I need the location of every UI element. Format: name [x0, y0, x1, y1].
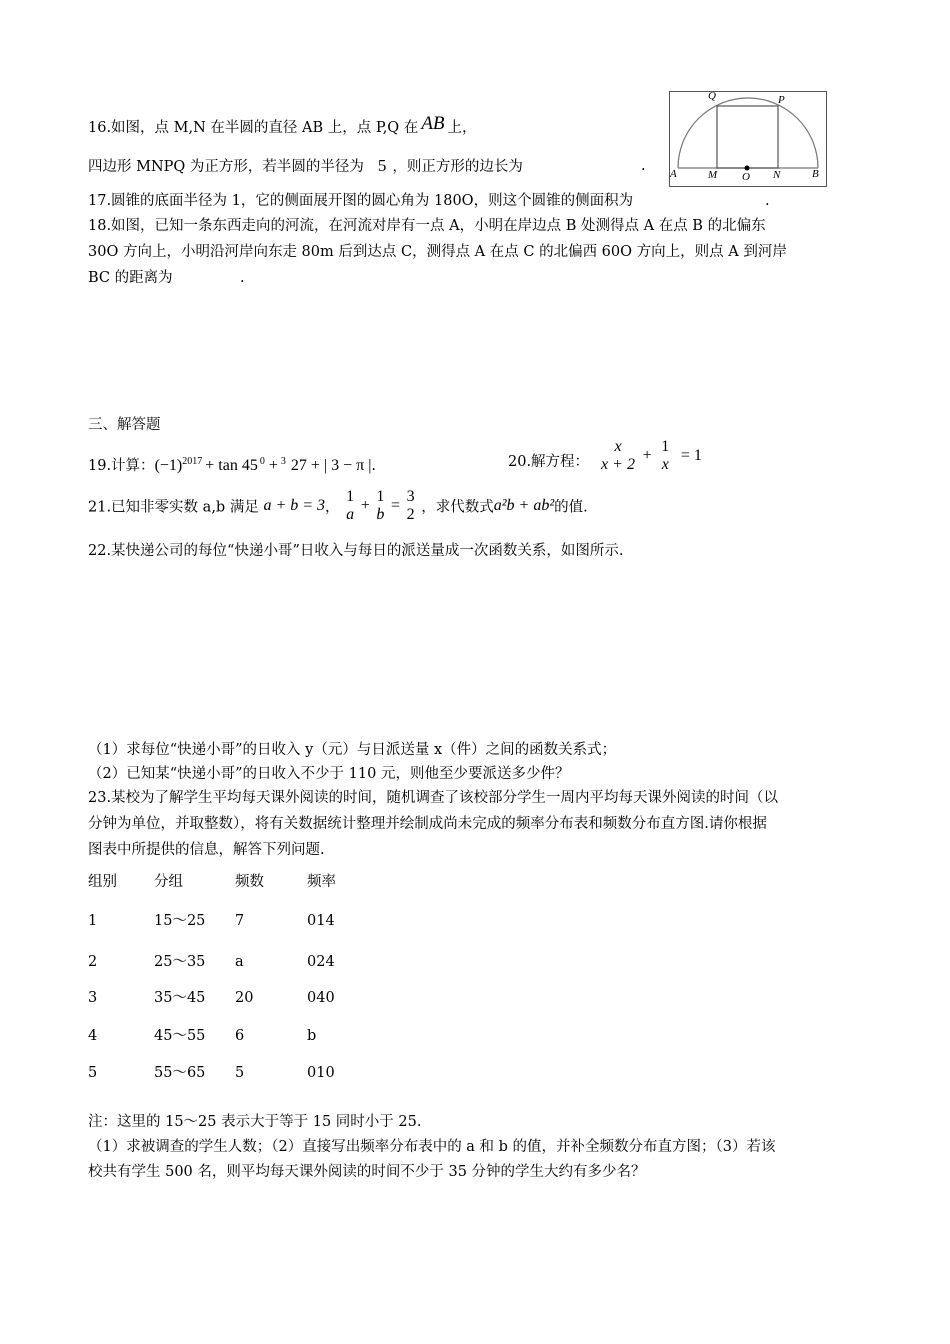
- table-cell: 5: [88, 1065, 98, 1081]
- q16-end: .: [641, 158, 646, 174]
- q19-root-index: 3: [280, 456, 286, 467]
- q19: [88, 452, 376, 476]
- q17-text: 17.圆锥的底面半径为 1，它的侧面展开图的圆心角为 180O，则这个圆锥的侧面积为: [88, 193, 634, 209]
- q23-line2: 分钟为单位，并取整数），将有关数据统计整理并绘制成尚未完成的频率分布表和频数分布直方图.请你根据: [88, 816, 767, 832]
- table-header: 分组: [154, 874, 183, 890]
- q16-line2: [88, 156, 523, 177]
- q21-equals: =: [391, 497, 401, 514]
- q21-frac2: [374, 488, 386, 524]
- label-o: O: [742, 171, 750, 183]
- q23-note: 注：这里的 15～25 表示大于等于 15 同时小于 25.: [88, 1114, 422, 1130]
- table-cell: 3: [88, 990, 98, 1006]
- table-cell: 45～55: [154, 1028, 206, 1044]
- section-heading: 三、解答题: [88, 417, 161, 433]
- q20-label: 20.解方程：: [508, 454, 590, 470]
- table-header: 频率: [307, 874, 336, 890]
- q16-text-a: 16.如图，点 M,N 在半圆的直径 AB 上，点 P,Q 在: [88, 120, 419, 136]
- table-cell: 5: [235, 1065, 245, 1081]
- q21-frac3-num: 3: [406, 488, 415, 505]
- q20-equation: [600, 438, 702, 474]
- label-b: B: [812, 168, 819, 180]
- table-cell: 2: [88, 954, 98, 970]
- q21: [88, 488, 588, 524]
- q21-end: 的值.: [554, 499, 588, 516]
- q20-frac1-num: x: [614, 438, 622, 455]
- q18-line3: BC 的距离为: [88, 270, 173, 286]
- q16-text-b: 上，: [447, 120, 477, 136]
- q18-end: .: [240, 270, 245, 286]
- label-a: A: [670, 168, 677, 180]
- semicircle-figure: [669, 91, 827, 187]
- square-mnpq: [717, 106, 778, 168]
- q19-exponent: 2017: [182, 456, 203, 467]
- label-p: P: [778, 94, 785, 106]
- q17: [88, 191, 633, 211]
- q19-label: 19.计算：: [88, 457, 155, 474]
- q22-sub1: （1）求每位“快递小哥”的日收入 y（元）与日派送量 x（件）之间的函数关系式；: [88, 742, 617, 758]
- q21-expression: a²b + ab²: [493, 497, 555, 514]
- q21-frac3: [405, 488, 417, 524]
- q20-frac1-den: x + 2: [601, 456, 635, 473]
- q19-tan: + tan 45: [205, 456, 258, 474]
- q21-frac1-num: 1: [346, 488, 355, 505]
- q16-text-c: 四边形 MNPQ 为正方形，若半圆的半径为: [88, 159, 364, 175]
- q21-plus: +: [360, 497, 370, 514]
- q22-sub2: （2）已知某“快递小哥”的日收入不少于 110 元，则他至少要派送多少件？: [88, 766, 570, 782]
- q18-line2: 30O 方向上，小明沿河岸向东走 80m 后到达点 C，测得点 A 在点 C 的北偏西 60O 方向上，则点 A 到河岸: [88, 244, 787, 260]
- q23-line3: 图表中所提供的信息，解答下列问题.: [88, 842, 325, 858]
- semicircle-arc: [678, 98, 818, 168]
- q21-frac1: [344, 488, 356, 524]
- label-n: N: [773, 169, 781, 181]
- q20-frac2: [658, 438, 672, 474]
- table-cell: 20: [235, 990, 254, 1006]
- q20-frac1: [600, 438, 636, 474]
- label-q: Q: [708, 90, 716, 102]
- table-cell: 024: [307, 954, 335, 970]
- q18-line1: 18.如图，已知一条东西走向的河流，在河流对岸有一点 A，小明在岸边点 B 处测得点 A 在点 B 的北偏东: [88, 218, 766, 234]
- q21-frac1-den: a: [346, 506, 355, 523]
- table-header: 频数: [235, 874, 264, 890]
- q21-frac3-den: 2: [406, 506, 415, 523]
- q20-frac2-den: x: [661, 456, 669, 473]
- q21-mid-text: ，求代数式: [421, 499, 494, 516]
- q20-frac2-num: 1: [661, 438, 670, 455]
- table-cell: a: [235, 954, 244, 970]
- table-cell: 55～65: [154, 1065, 206, 1081]
- q22-text: 22.某快递公司的每位“快递小哥”日收入与每日的派送量成一次函数关系，如图所示.: [88, 543, 624, 559]
- table-cell: 7: [235, 913, 245, 929]
- table-cell: 25～35: [154, 954, 206, 970]
- q19-plus: +: [268, 456, 278, 474]
- q20-rhs: = 1: [680, 447, 702, 464]
- q16-text-d: ，则正方形的边长为: [392, 159, 523, 175]
- q23-questions-line2: 校共有学生 500 名，则平均每天课外阅读的时间不少于 35 分钟的学生大约有多少名？: [88, 1164, 646, 1180]
- label-m: M: [708, 169, 718, 181]
- center-point-o: [745, 166, 750, 171]
- table-cell: 15～25: [154, 913, 206, 929]
- table-cell: 4: [88, 1028, 98, 1044]
- table-cell: 6: [235, 1028, 245, 1044]
- q16-line1: [88, 113, 477, 138]
- table-header: 组别: [88, 874, 117, 890]
- q19-end: .: [371, 457, 376, 474]
- q21-comma: ，: [325, 499, 340, 516]
- table-cell: 1: [88, 913, 98, 929]
- table-cell: b: [307, 1028, 317, 1044]
- q21-label: 21.已知非零实数 a,b 满足: [88, 499, 259, 516]
- q16-arc-ab: AB: [421, 113, 445, 134]
- q23-questions-line1: （1）求被调查的学生人数；（2）直接写出频率分布表中的 a 和 b 的值，并补全频数分布直方图；（3）若该: [88, 1139, 776, 1155]
- q19-degree: 0: [259, 456, 265, 467]
- q21-frac2-num: 1: [376, 488, 385, 505]
- table-cell: 040: [307, 990, 335, 1006]
- q21-frac2-den: b: [376, 506, 385, 523]
- q21-condition: a + b = 3: [263, 497, 326, 514]
- q19-base: (−1): [154, 456, 183, 474]
- table-cell: 010: [307, 1065, 335, 1081]
- q16-radius: 5: [377, 156, 387, 175]
- table-cell: 014: [307, 913, 335, 929]
- q19-root-rest: 27 + | 3 − π |: [290, 456, 372, 474]
- q17-end: .: [765, 193, 770, 209]
- q20-plus: +: [642, 447, 652, 464]
- table-cell: 35～45: [154, 990, 206, 1006]
- q23-line1: 23.某校为了解学生平均每天课外阅读的时间，随机调查了该校部分学生一周内平均每天课外阅读的时间（以: [88, 790, 779, 806]
